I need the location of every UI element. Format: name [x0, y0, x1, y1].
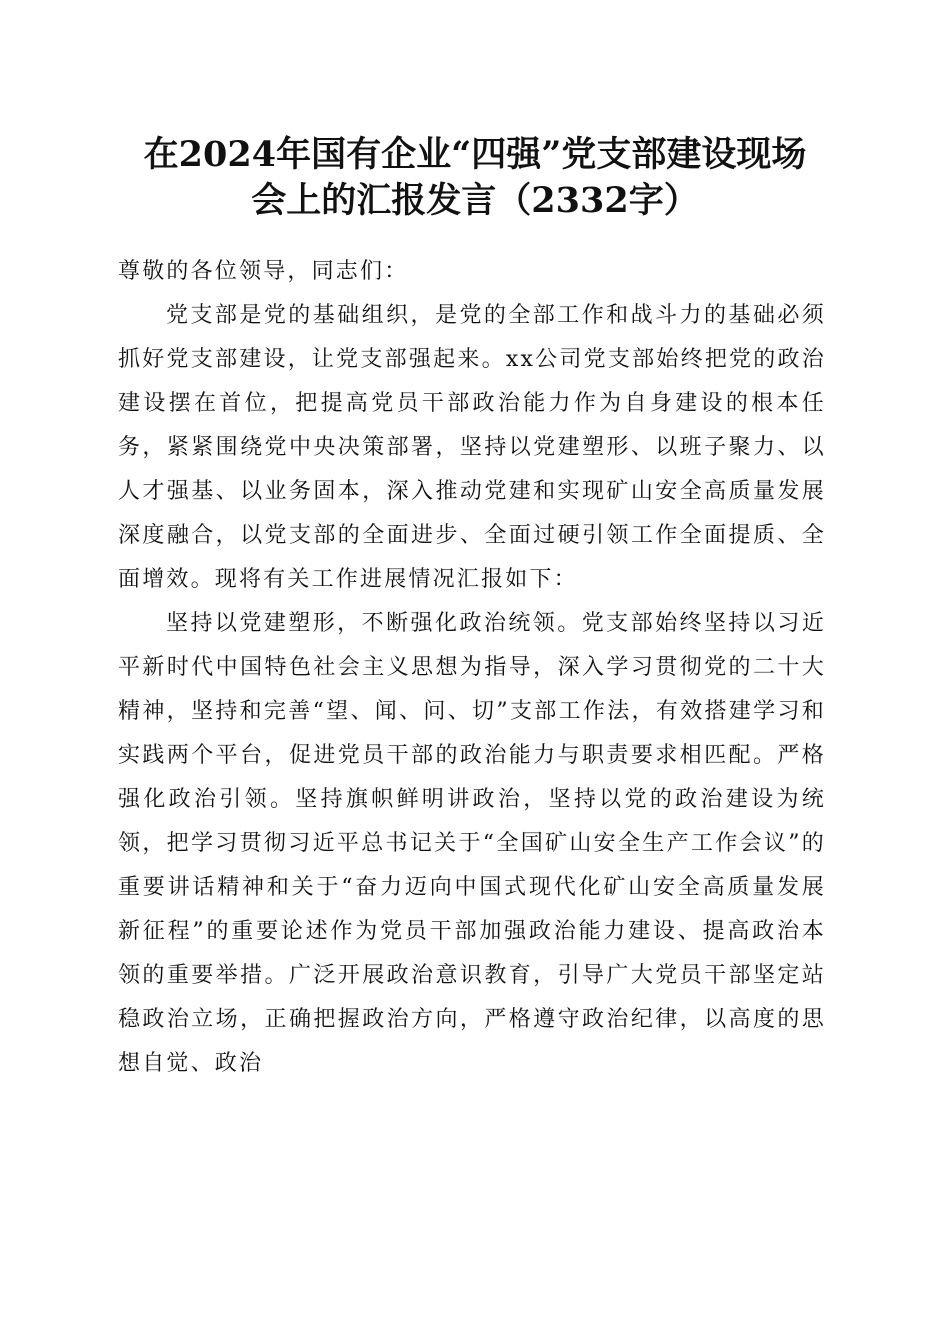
- document-body: [118, 250, 826, 1086]
- title-line-1: 在2024年国有企业“四强”党支部建设现场: [143, 134, 807, 175]
- paragraph-intro: 党支部是党的基础组织，是党的全部工作和战斗力的基础必须抓好党支部建设，让党支部强起来。xx公司党支部始终把党的政治建设摆在首位，把提高党员干部政治能力作为自身建设的根本任务，紧紧围绕党中央决策部署，坚持以党建塑形、以班子聚力、以人才强基、以业务固本，深入推动党建和实现矿山安全高质量发展深度融合，以党支部的全面进步、全面过硬引领工作全面提质、全面增效。现将有关工作进展情况汇报如下：: [118, 303, 826, 592]
- salutation: 尊敬的各位领导，同志们：: [118, 259, 409, 284]
- document-title: [60, 132, 890, 224]
- paragraph-political-leadership: 坚持以党建塑形，不断强化政治统领。党支部始终坚持以习近平新时代中国特色社会主义思想为指导，深入学习贯彻党的二十大精神，坚持和完善“望、闻、问、切”支部工作法，有效搭建学习和实践两个平台，促进党员干部的政治能力与职责要求相匹配。严格强化政治引领。坚持旗帜鲜明讲政治，坚持以党的政治建设为统领，把学习贯彻习近平总书记关于“全国矿山安全生产工作会议”的重要讲话精神和关于“奋力迈向中国式现代化矿山安全高质量发展新征程”的重要论述作为党员干部加强政治能力建设、提高政治本领的重要举措。广泛开展政治意识教育，引导广大党员干部坚定站稳政治立场，正确把握政治方向，严格遵守政治纪律，以高度的思想自觉、政治: [118, 611, 826, 1076]
- title-line-2: 会上的汇报发言（2332字）: [251, 180, 699, 221]
